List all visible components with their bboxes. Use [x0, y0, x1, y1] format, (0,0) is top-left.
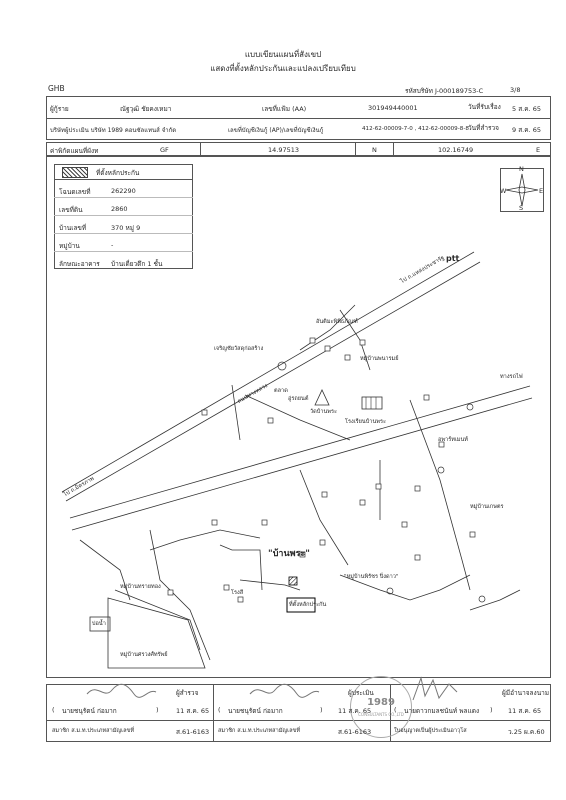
col1-name: นายชนุรัตน์ ก่อมาก: [62, 707, 117, 715]
lat-dir: N: [372, 146, 377, 154]
col2-date: 11 ส.ค. 65: [338, 707, 372, 715]
latitude: 14.97513: [268, 146, 300, 154]
compass-e: E: [539, 187, 544, 195]
col2-member: สมาชิก ส.ม.ท.ประเภทสามัญเลขที่: [218, 728, 301, 734]
site-label: ที่ตั้งหลักประกัน: [289, 602, 327, 608]
borrower-name: ณัฐวุฒิ ชัยคงเหมา: [120, 105, 172, 113]
company-code: รหัสบริษัท J-000189753-C: [405, 87, 484, 95]
col2-member-no: ส.61-6163: [338, 728, 372, 736]
ptt-logo-text: ptt: [446, 254, 460, 263]
road-left-label: ไป ถ.มิตรภาพ: [62, 475, 96, 499]
village-southeast-label: "หมู่บ้านพิรัชร ปิ่งดาว": [344, 574, 399, 580]
main-place-label: "บ้านพระ": [268, 549, 310, 559]
col1-member-no: ส.61-6163: [176, 728, 210, 736]
legend-building-value: บ้านเดี่ยวตึก 1 ชั้น: [111, 260, 163, 268]
road-mid-label: ถนนทางหลวง: [236, 383, 269, 405]
legend-land-value: 2860: [111, 205, 128, 213]
account-no: 412-62-00009-7-0 , 412-62-00009-8-8: [362, 126, 469, 132]
legend-house-value: 370 หมู่ 9: [111, 224, 141, 232]
file-no-label: เลขที่แฟ้ม (AA): [262, 105, 307, 113]
shop-label: เจริญชัยวัสดุก่อสร้าง: [214, 346, 264, 352]
compass-n: N: [519, 165, 524, 173]
ptt-logo: [446, 254, 459, 263]
village-bottom-label: หมู่บ้านศรวงศ์ทรัพย์: [120, 652, 168, 658]
received-date: 5 ส.ค. 65: [512, 105, 541, 113]
col1-member: สมาชิก ส.ม.ท.ประเภทสามัญเลขที่: [52, 728, 135, 734]
pond-label: บ่อน้ำ: [92, 621, 106, 627]
coords-label: ค่าพิกัดแผนที่ผังท: [50, 147, 99, 155]
legend-village-label: หมู่บ้าน: [59, 242, 80, 250]
title-line1: แบบเขียนแผนที่สังเขป: [244, 50, 322, 59]
col1-role: ผู้สำรวจ: [176, 689, 199, 697]
temple-label: วัดบ้านพระ: [310, 409, 337, 415]
legend-deed-value: 262290: [111, 187, 136, 195]
col2-role: ผู้ประเมิน: [348, 689, 374, 697]
compass-s: S: [519, 204, 524, 212]
shop-east-label: หมู่บ้านเกษตร: [470, 504, 504, 510]
legend-location-label: ที่ตั้งหลักประกัน: [96, 169, 140, 177]
shrine-label: อันติมะพิพิธภัณฑ์: [316, 319, 358, 325]
bank-code: GHB: [48, 84, 65, 93]
lng-dir: E: [536, 146, 541, 154]
compass-w: W: [500, 187, 507, 195]
village-east-label: หมู่บ้านพนารมย์: [360, 356, 399, 362]
market-label: ตลาด: [274, 388, 288, 394]
village-sw-label: หมู่บ้านทรายทอง: [120, 584, 161, 590]
col3-license: ใบอนุญาตเป็นผู้ประเมินอาวุโส: [394, 728, 467, 734]
col1-date: 11 ส.ค. 65: [176, 707, 210, 715]
school-label: โรงเรียนบ้านพระ: [345, 419, 386, 425]
legend-house-label: บ้านเลขที่: [59, 224, 87, 232]
appraiser-label: บริษัทผู้ประเมิน บริษัท 1989 คอนซัลแทนส์ จำกัด: [50, 127, 177, 134]
title-line2: แสดงที่ตั้งหลักประกันและแปลงเปรียบเทียบ: [210, 64, 356, 73]
plant-label: โรงสี: [231, 590, 244, 596]
stamp-ring-text: CONSULTANTS CO.,LTD: [358, 712, 404, 717]
legend-building-label: ลักษณะอาคาร: [59, 260, 100, 268]
borrower-label: ผู้กู้ราย: [50, 105, 69, 113]
col3-date: 11 ส.ค. 65: [508, 707, 542, 715]
col3-role: ผู้มีอำนาจลงนาม: [502, 689, 550, 697]
signature-1-icon: [82, 680, 162, 704]
page-number: 3/8: [510, 86, 521, 94]
legend-deed-label: โฉนดเลขที่: [59, 188, 91, 196]
col2-name: นายชนุรัตน์ ก่อมาก: [228, 707, 283, 715]
survey-label: วันที่สำรวจ: [468, 124, 499, 132]
village-east2-label: อพาร์ทเมนท์: [438, 437, 468, 443]
office-label: อู่รถยนต์: [288, 396, 309, 402]
legend-land-label: เลขที่ดิน: [59, 206, 83, 214]
signature-2-icon: [245, 680, 325, 704]
survey-date: 9 ส.ค. 65: [512, 126, 541, 134]
rail-label: ทางรถไฟ: [500, 374, 523, 380]
account-label: เลขที่บัญชีเงินกู้ (AP)/เลขที่บัญชีเงินกู้: [228, 127, 324, 134]
col3-name: นายดาวกมลชนันท์ พลแดง: [404, 707, 480, 715]
received-label: วันที่รับเรื่อง: [468, 103, 501, 111]
longitude: 102.16749: [438, 146, 474, 154]
legend-village-value: -: [111, 241, 114, 249]
stamp-text: 1989: [367, 697, 395, 708]
col3-license-no: ว.25 ผ.ค.60: [508, 728, 545, 736]
file-no: 301949440001: [368, 104, 418, 112]
road-top-end: ไป ถ.แหล่งประชารัฐ: [399, 255, 446, 285]
coords-system: GF: [160, 146, 169, 154]
signature-3-icon: [405, 672, 465, 706]
